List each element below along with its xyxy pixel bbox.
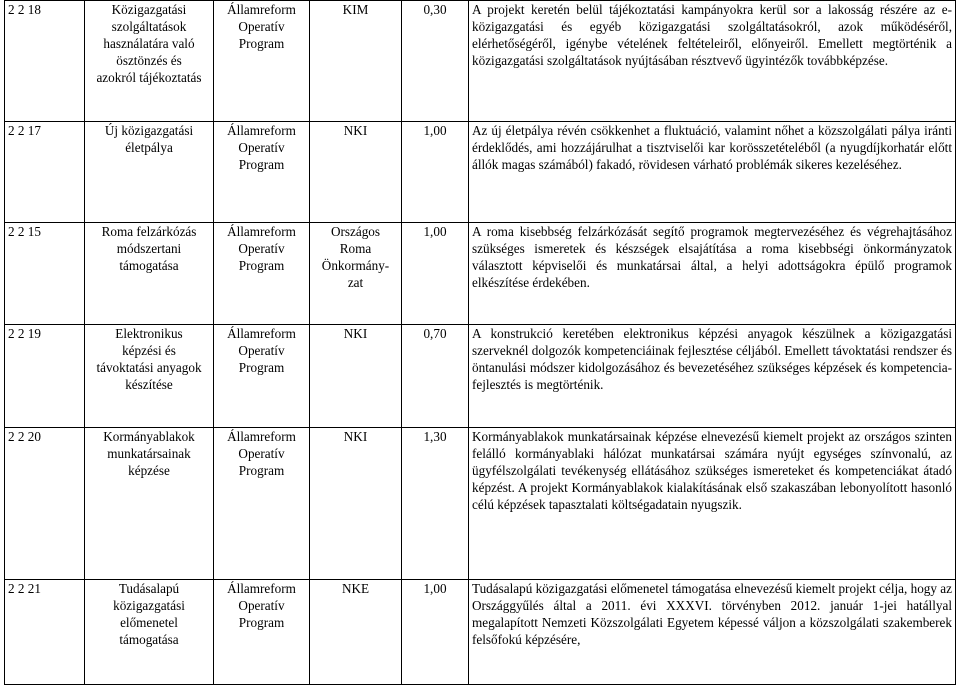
table-row — [5, 223, 956, 325]
project-code: 2 2 19 — [5, 325, 85, 428]
project-name: Kormányablakok munkatársainak képzése — [85, 428, 214, 580]
responsible-body: NKI — [310, 122, 402, 223]
project-code: 2 2 17 — [5, 122, 85, 223]
operational-program: Államreform Operatív Program — [214, 428, 310, 580]
project-code: 2 2 18 — [5, 1, 85, 122]
project-name: Közigazgatási szolgáltatások használatára való ösztönzés és azokról tájékoztatás — [85, 1, 214, 122]
project-name: Tudásalapú közigazgatási előmenetel támogatása — [85, 580, 214, 685]
table-row — [5, 122, 956, 223]
project-description: A projekt keretén belül tájékoztatási kampányokra kerül sor a lakosság részére az e-közigazgatási és egyéb közigazgatási szolgáltatásokról, azok működéséről, elérhetőségéről, igénybe vételének feltételeiről, előnyeiről. Emellett megtörténik a közigazgatási szolgáltatások nyújtásában résztvevő ügyintézők továbbképzése. — [469, 1, 956, 122]
responsible-body: NKI — [310, 325, 402, 428]
project-amount: 0,30 — [402, 1, 469, 122]
project-name: Elektronikus képzési és távoktatási anyagok készítése — [85, 325, 214, 428]
operational-program: Államreform Operatív Program — [214, 325, 310, 428]
project-name: Roma felzárkózás módszertani támogatása — [85, 223, 214, 325]
project-description: Tudásalapú közigazgatási előmenetel támogatása elnevezésű kiemelt projekt célja, hogy az Országgyűlés által a 2011. évi XXXVI. törvényben 2012. január 1-jei hatállyal megalapított Nemzeti Közszolgálati Egyetem képessé váljon a közszolgálati szakemberek felsőfokú képzésére, — [469, 580, 956, 685]
project-description: A konstrukció keretében elektronikus képzési anyagok készülnek a közigazgatási szerveknél dolgozók kompetenciáinak fejlesztése céljából. Emellett távoktatási rendszer és öntanulási módszer kidolgozásához és bevezetéséhez szükséges képzések és kompetencia-fejlesztés is megtörténik. — [469, 325, 956, 428]
project-table-body — [5, 1, 956, 685]
project-code: 2 2 15 — [5, 223, 85, 325]
project-description: A roma kisebbség felzárkózását segítő programok megtervezéséhez és végrehajtásához szükséges ismeretek és készségek elsajátítása a roma kisebbségi önkormányzatok választott képviselői és munkatársai által, a helyi adottságokra épülő programok elkészítése érdekében. — [469, 223, 956, 325]
project-amount: 1,00 — [402, 580, 469, 685]
project-amount: 1,00 — [402, 223, 469, 325]
table-row — [5, 580, 956, 685]
operational-program: Államreform Operatív Program — [214, 122, 310, 223]
project-amount: 1,00 — [402, 122, 469, 223]
table-row — [5, 325, 956, 428]
operational-program: Államreform Operatív Program — [214, 223, 310, 325]
table-row — [5, 1, 956, 122]
operational-program: Államreform Operatív Program — [214, 580, 310, 685]
responsible-body: NKE — [310, 580, 402, 685]
table-row — [5, 428, 956, 580]
operational-program: Államreform Operatív Program — [214, 1, 310, 122]
project-amount: 0,70 — [402, 325, 469, 428]
project-description: Kormányablakok munkatársainak képzése elnevezésű kiemelt projekt az országos szinten felálló kormányablaki hálózat munkatársai számára nyújt egységes színvonalú, az ügyfélszolgálati tevékenység ellátásához szükséges ismereteket és kompetenciákat átadó képzést. A projekt Kormányablakok kialakításának első szakaszában lebonyolított hasonló célú képzések tapasztalati költségadatain nyugszik. — [469, 428, 956, 580]
responsible-body: NKI — [310, 428, 402, 580]
project-name: Új közigazgatási életpálya — [85, 122, 214, 223]
project-code: 2 2 21 — [5, 580, 85, 685]
responsible-body: Országos Roma Önkormány- zat — [310, 223, 402, 325]
project-table — [4, 0, 956, 685]
project-description: Az új életpálya révén csökkenhet a fluktuáció, valamint nőhet a közszolgálati pálya iránti érdeklődés, ami hozzájárulhat a tisztviselői kar korösszetételéből (a nyugdíjkorhatár előtt állók magas számából) fakadó, rövidesen várható problémák sikeres kezeléséhez. — [469, 122, 956, 223]
responsible-body: KIM — [310, 1, 402, 122]
project-code: 2 2 20 — [5, 428, 85, 580]
project-amount: 1,30 — [402, 428, 469, 580]
